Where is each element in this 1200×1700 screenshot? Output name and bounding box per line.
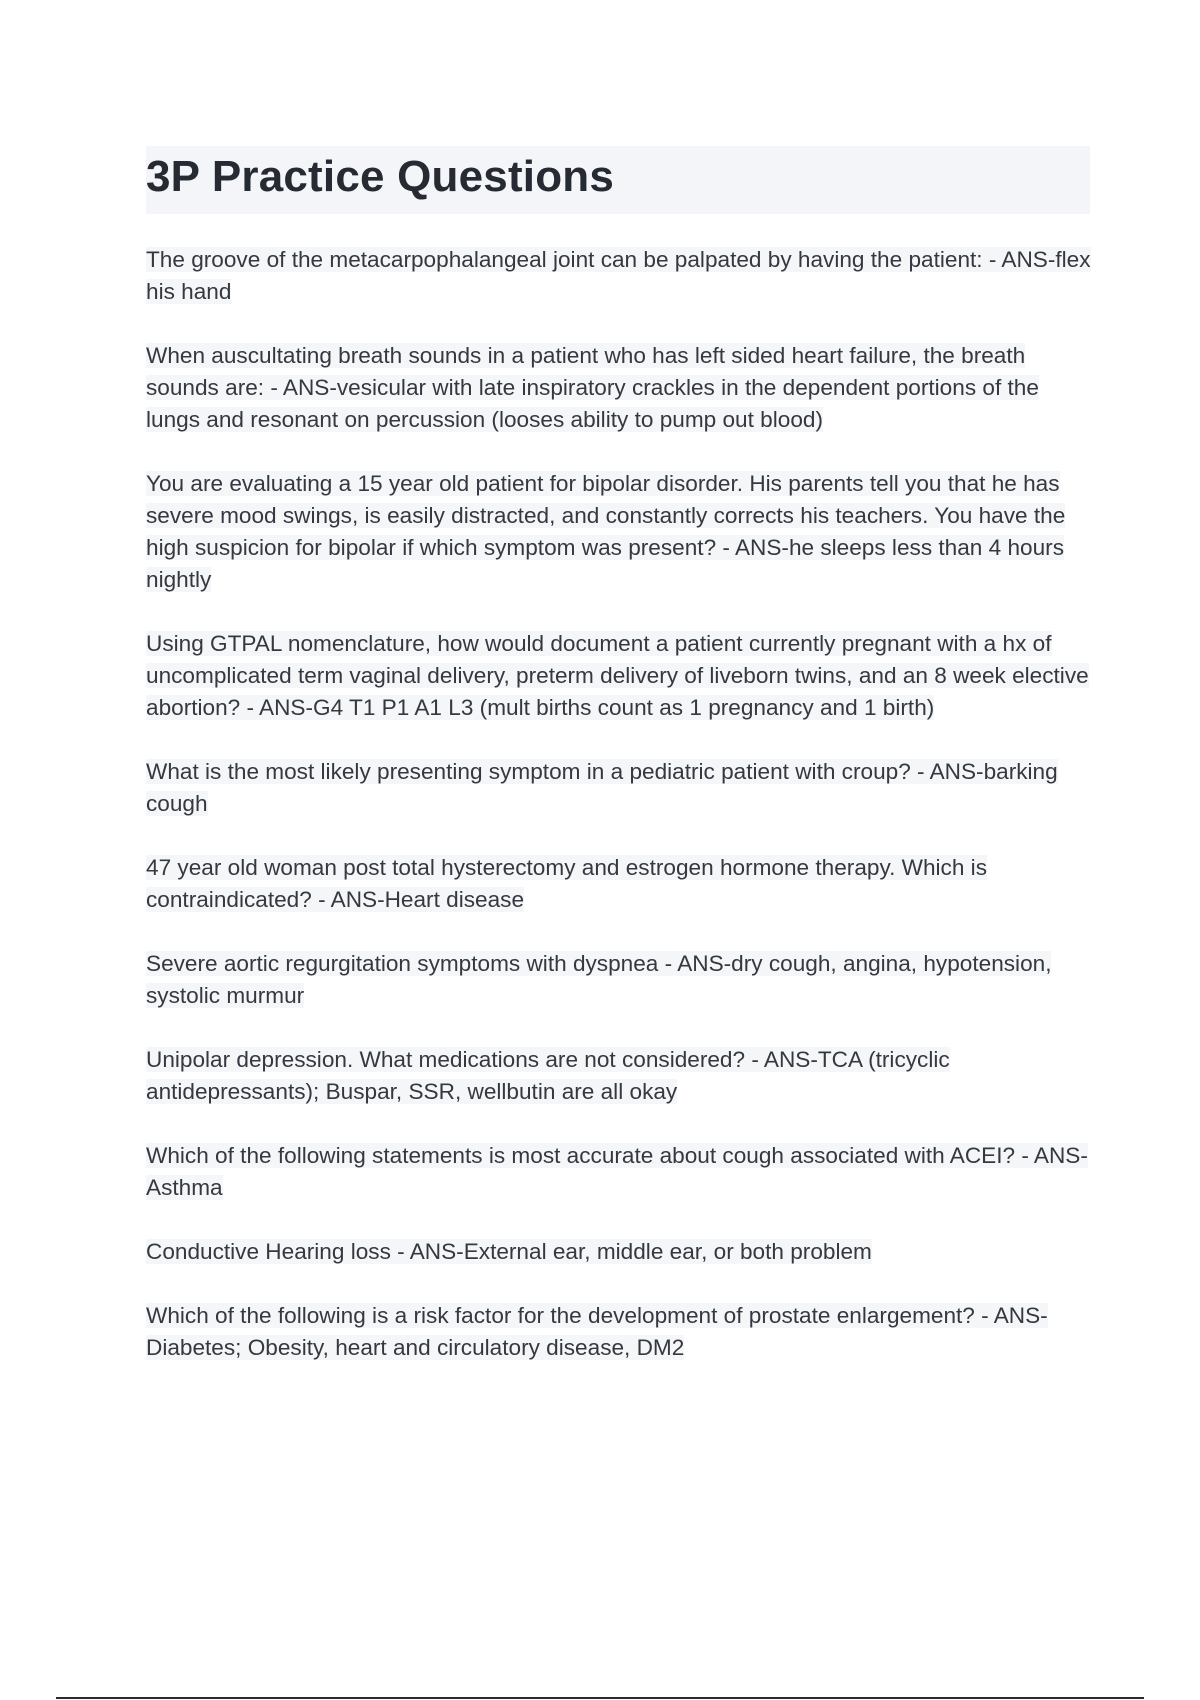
page-title: 3P Practice Questions — [146, 152, 615, 201]
qa-item-11 — [146, 1300, 1096, 1364]
qa-item-5 — [146, 756, 1096, 820]
qa-item-8 — [146, 1044, 1096, 1108]
qa-text: You are evaluating a 15 year old patient for bipolar disorder. His parents tell you that he has severe mood swings, is easily distracted, and constantly corrects his teachers. You have the high suspicion for bipolar if which symptom was present? - ANS-he sleeps less than 4 hours nightly — [146, 471, 1066, 592]
qa-list — [146, 244, 1096, 1396]
qa-text: Using GTPAL nomenclature, how would document a patient currently pregnant with a hx of uncomplicated term vaginal delivery, preterm delivery of liveborn twins, and an 8 week elective abortion? - ANS-G4 T1 P1 A1 L3 (mult births count as 1 pregnancy and 1 birth) — [146, 631, 1089, 720]
qa-item-1 — [146, 244, 1096, 308]
qa-item-3 — [146, 468, 1096, 596]
qa-item-2 — [146, 340, 1096, 436]
qa-text: What is the most likely presenting symptom in a pediatric patient with croup? - ANS-barking cough — [146, 759, 1058, 816]
qa-item-7 — [146, 948, 1096, 1012]
qa-text: When auscultating breath sounds in a patient who has left sided heart failure, the breath sounds are: - ANS-vesicular with late inspiratory crackles in the dependent portions of the lungs and resonant on percussion (looses ability to pump out blood) — [146, 343, 1039, 432]
qa-text: Which of the following is a risk factor for the development of prostate enlargement? - ANS-Diabetes; Obesity, heart and circulatory disease, DM2 — [146, 1303, 1048, 1360]
footer-divider — [56, 1697, 1144, 1699]
qa-text: Severe aortic regurgitation symptoms with dyspnea - ANS-dry cough, angina, hypotension, systolic murmur — [146, 951, 1052, 1008]
qa-text: The groove of the metacarpophalangeal joint can be palpated by having the patient: - ANS-flex his hand — [146, 247, 1091, 304]
qa-item-6 — [146, 852, 1096, 916]
qa-item-4 — [146, 628, 1096, 724]
qa-item-9 — [146, 1140, 1096, 1204]
qa-text: Which of the following statements is most accurate about cough associated with ACEI? - ANS-Asthma — [146, 1143, 1088, 1200]
qa-text: Unipolar depression. What medications are not considered? - ANS-TCA (tricyclic antidepressants); Buspar, SSR, wellbutin are all okay — [146, 1047, 950, 1104]
qa-text: 47 year old woman post total hysterectomy and estrogen hormone therapy. Which is contraindicated? - ANS-Heart disease — [146, 855, 987, 912]
qa-item-10 — [146, 1236, 1096, 1268]
qa-text: Conductive Hearing loss - ANS-External ear, middle ear, or both problem — [146, 1239, 872, 1264]
title-block — [146, 146, 1090, 214]
